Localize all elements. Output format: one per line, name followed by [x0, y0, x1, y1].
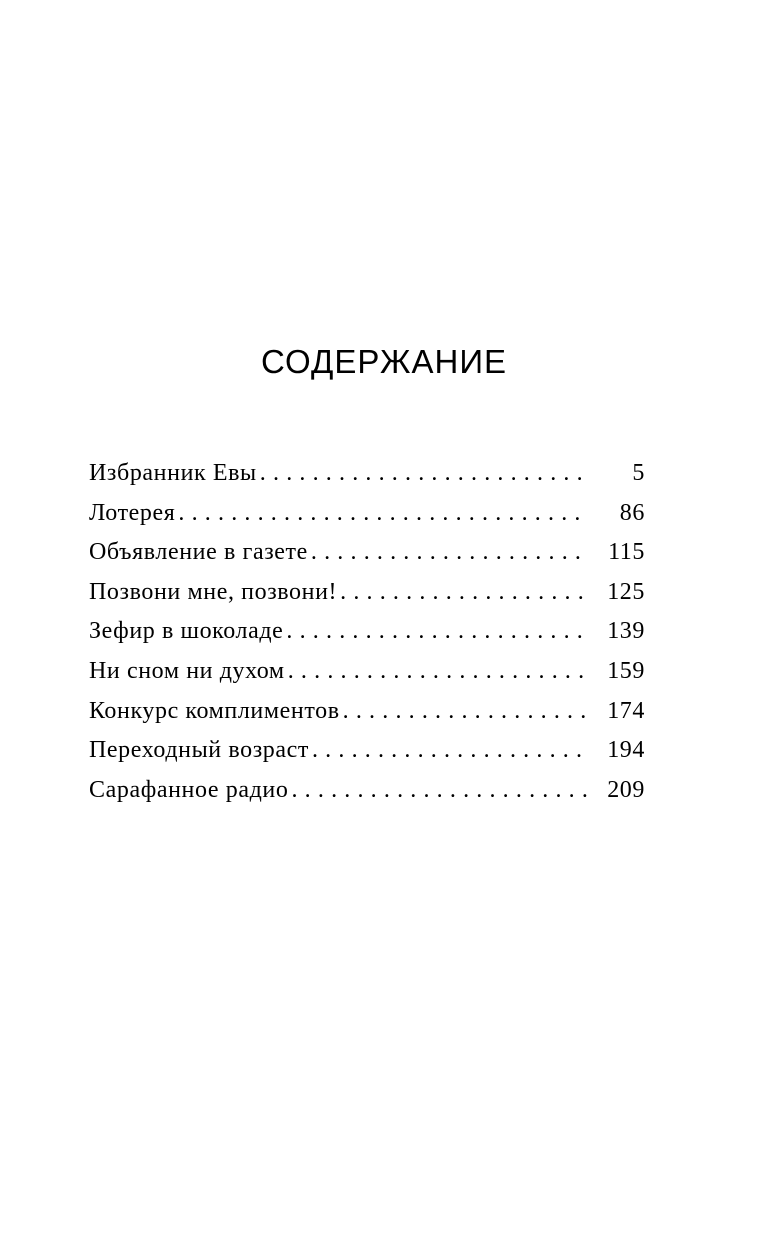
toc-entry-page-number: 174 [607, 697, 645, 724]
dot-leader [286, 612, 589, 652]
toc-entry-title: Конкурс комплиментов [89, 697, 340, 724]
toc-entry-page-number: 209 [607, 776, 645, 803]
toc-entry-title: Лотерея [89, 499, 176, 526]
dot-leader [260, 454, 589, 494]
toc-entry-page-number: 194 [607, 737, 645, 764]
dot-leader [343, 692, 589, 732]
toc-entry [89, 573, 645, 613]
toc-entry-page-number: 125 [607, 578, 645, 605]
dot-leader [178, 494, 589, 534]
toc-entry [89, 692, 645, 732]
toc-entry [89, 533, 645, 573]
dot-leader [288, 652, 589, 692]
toc-entry [89, 771, 645, 811]
toc-entry-page-number: 86 [619, 499, 645, 526]
toc-entry-title: Сарафанное радио [89, 776, 289, 803]
toc-entry-page-number: 139 [607, 618, 645, 645]
toc-entry-page-number: 159 [607, 657, 645, 684]
dot-leader [340, 573, 589, 613]
dot-leader [312, 731, 589, 771]
toc-entry-page-number: 115 [608, 539, 645, 566]
toc-entry [89, 494, 645, 534]
toc-entry-title: Объявление в газете [89, 539, 308, 566]
toc-entry-title: Зефир в шоколаде [89, 618, 284, 645]
toc-entry-title: Ни сном ни духом [89, 657, 285, 684]
toc-entry-page-number: 5 [632, 460, 645, 486]
toc-entry [89, 454, 645, 494]
toc-entry [89, 731, 645, 771]
toc-entry [89, 612, 645, 652]
toc-entry [89, 652, 645, 692]
table-of-contents [89, 454, 645, 810]
page-title: СОДЕРЖАНИЕ [260, 343, 508, 380]
toc-entry-title: Избранник Евы [89, 460, 257, 486]
toc-entry-title: Переходный возраст [89, 737, 309, 764]
toc-entry-title: Позвони мне, позвони! [89, 578, 338, 605]
dot-leader [311, 533, 589, 573]
dot-leader [291, 771, 589, 811]
